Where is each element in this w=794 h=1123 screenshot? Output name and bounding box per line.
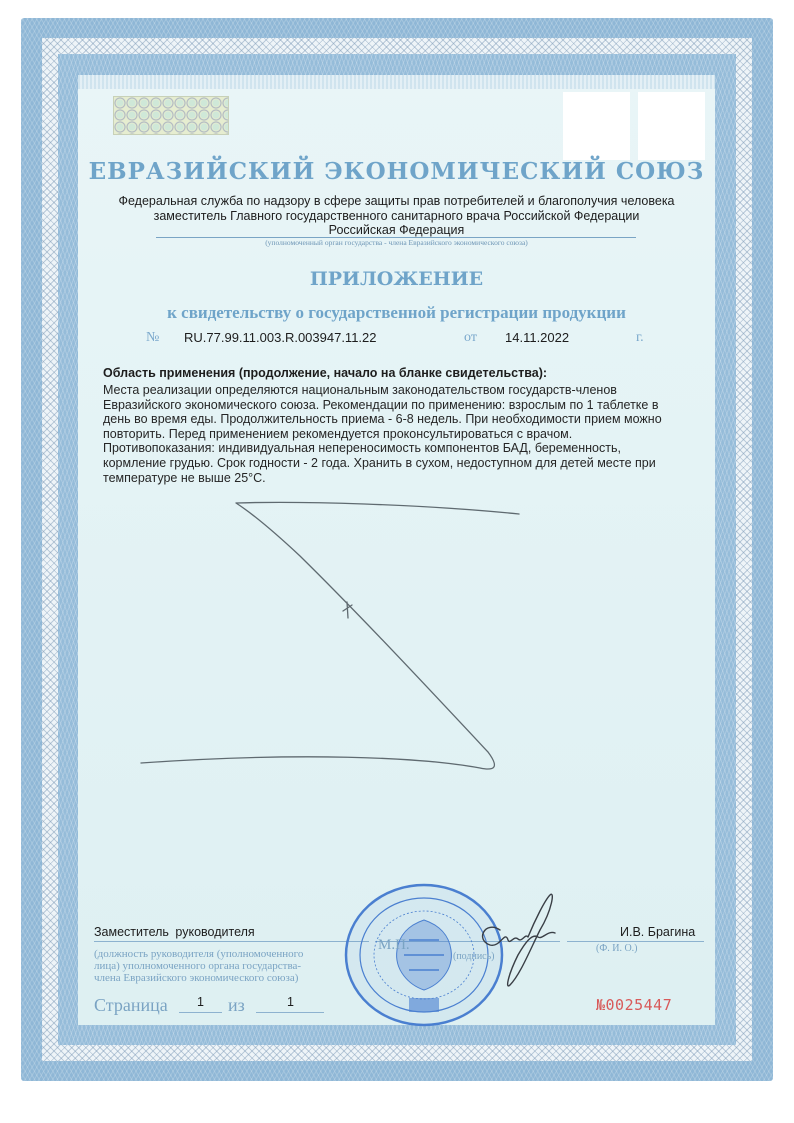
caption-line: лица) уполномоченного органа государства- — [94, 960, 302, 972]
form-serial-number: №0025447 — [596, 996, 673, 1014]
redacted-area — [638, 92, 705, 160]
page-current: 1 — [197, 995, 204, 1009]
appendix-subtitle: к свидетельству о государственной регистрации продукции — [167, 303, 626, 322]
scope-line: Противопоказания: индивидуальная непереносимость компонентов БАД, беременность, — [103, 441, 621, 456]
number-sign: № — [146, 330, 160, 345]
year-suffix: г. — [636, 330, 644, 345]
divider — [179, 1012, 222, 1013]
caption-line: (должность руководителя (уполномоченного — [94, 948, 304, 960]
registration-date: 14.11.2022 — [505, 330, 570, 345]
agency-caption: (уполномоченный орган государства - члена Евразийского экономического союза) — [265, 238, 528, 247]
agency-name-line: заместитель Главного государственного санитарного врача Российской Федерации — [153, 209, 640, 223]
divider — [94, 941, 369, 942]
signer-name: И.В. Брагина — [620, 925, 696, 939]
date-label: от — [464, 330, 477, 345]
union-title: ЕВРАЗИЙСКИЙ ЭКОНОМИЧЕСКИЙ СОЮЗ — [88, 158, 705, 185]
handwritten-signature-icon — [470, 885, 580, 995]
registration-row — [0, 330, 794, 348]
appendix-title: ПРИЛОЖЕНИЕ — [309, 268, 484, 290]
scope-line: день во время еды. Продолжительность приема - 6-8 недель. При необходимости прием можно — [103, 412, 662, 427]
agency-name-line: Российская Федерация — [328, 223, 465, 237]
signer-position: Заместитель руководителя — [94, 925, 255, 939]
scope-line: кормление грудью. Срок годности - 2 года. Хранить в сухом, недоступном для детей месте при — [103, 455, 656, 470]
position-caption — [94, 948, 374, 984]
scope-line: Места реализации определяются национальным законодательством государств-членов — [103, 383, 617, 397]
page-label: Страница — [94, 995, 168, 1015]
scope-line: температуре не выше 25°С. — [103, 470, 266, 485]
name-caption: (Ф. И. О.) — [596, 943, 638, 954]
agency-name-line: Федеральная служба по надзору в сфере защиты прав потребителей и благополучия человека — [118, 194, 675, 208]
stamp-placeholder-label: М.П. — [378, 937, 410, 953]
hologram-sticker — [113, 96, 229, 135]
divider — [256, 1012, 324, 1013]
scope-line: повторить. Перед применением рекомендуется проконсультироваться с врачом. — [103, 426, 573, 441]
scope-text — [103, 383, 703, 485]
page-total: 1 — [287, 995, 294, 1009]
caption-line: члена Евразийского экономического союза) — [94, 972, 299, 984]
redacted-area — [563, 92, 630, 160]
divider — [567, 941, 704, 942]
page-of-label: из — [228, 995, 245, 1015]
scope-heading: Область применения (продолжение, начало на бланке свидетельства): — [103, 366, 548, 380]
signature-caption: (подпись) — [453, 951, 495, 962]
scope-line: Евразийского экономического союза. Рекомендации по применению: взрослым по 1 таблетке в — [103, 397, 659, 412]
security-strip — [78, 75, 715, 89]
registration-number: RU.77.99.11.003.R.003947.11.22 — [184, 330, 377, 345]
